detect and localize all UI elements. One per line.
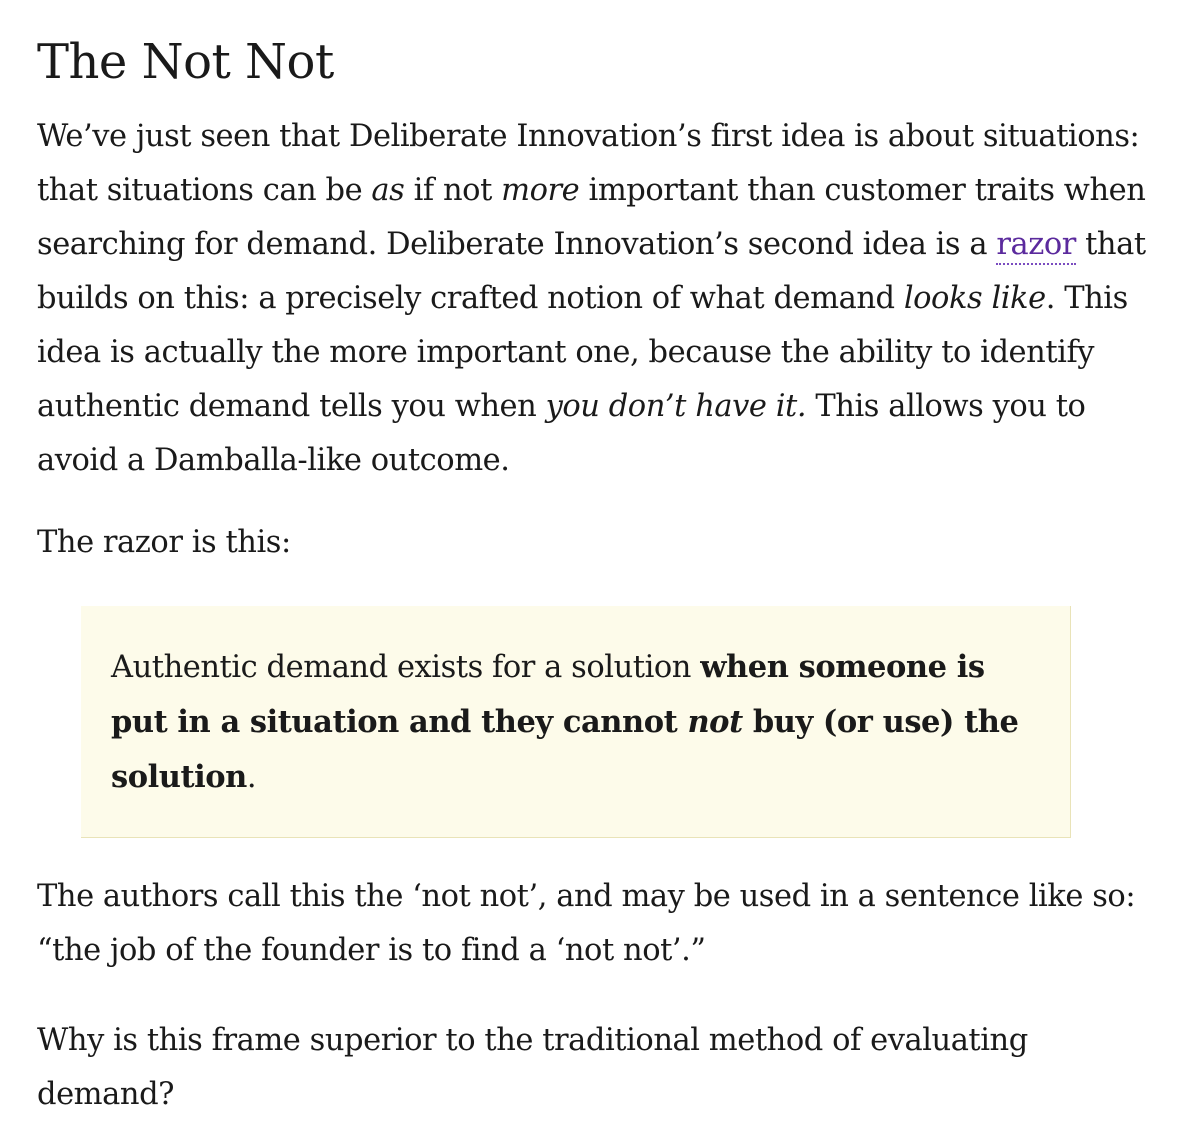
emphasis-more: more (501, 173, 580, 208)
paragraph-text: if not (404, 173, 502, 208)
paragraph-text: . This idea is actually the more important one, because the ability to identify authentic demand tells you when (37, 281, 1128, 424)
quote-text-plain: Authentic demand exists for a solution (111, 650, 701, 685)
paragraph-razor-intro: The razor is this: (37, 525, 291, 560)
paragraph-question: Why is this frame superior to the traditional method of evaluating demand? (37, 1023, 1028, 1112)
paragraph-text: This allows you to avoid a Damballa-like outcome. (37, 389, 1086, 478)
quote-text (111, 640, 1040, 805)
article (37, 28, 1147, 1122)
paragraph-intro (37, 110, 1147, 488)
quote-period: . (246, 760, 257, 795)
quote-bold-text: when someone is put in a situation and they cannot (111, 649, 985, 740)
paragraph-not-not: The authors call this the ‘not not’, and may be used in a sentence like so: “the job of the founder is to find a ‘not not’.” (37, 879, 1136, 968)
emphasis-dont-have-it: you don’t have it. (545, 389, 807, 424)
razor-quote (81, 606, 1071, 838)
emphasis-not: not (687, 704, 743, 740)
razor-link[interactable]: razor (996, 227, 1076, 265)
section-heading: The Not Not (37, 34, 334, 90)
quote-bold-text: buy (or use) the solution (111, 704, 1019, 795)
paragraph-text: We’ve just seen that Deliberate Innovation’s first idea is about situations: that situations can be (37, 119, 1140, 208)
paragraph-text: that builds on this: a precisely crafted notion of what demand (37, 227, 1146, 316)
emphasis-as: as (371, 173, 405, 208)
paragraph-text: important than customer traits when searching for demand. Deliberate Innovation’s second idea is a (37, 173, 1146, 262)
emphasis-looks-like: looks like (903, 281, 1046, 316)
